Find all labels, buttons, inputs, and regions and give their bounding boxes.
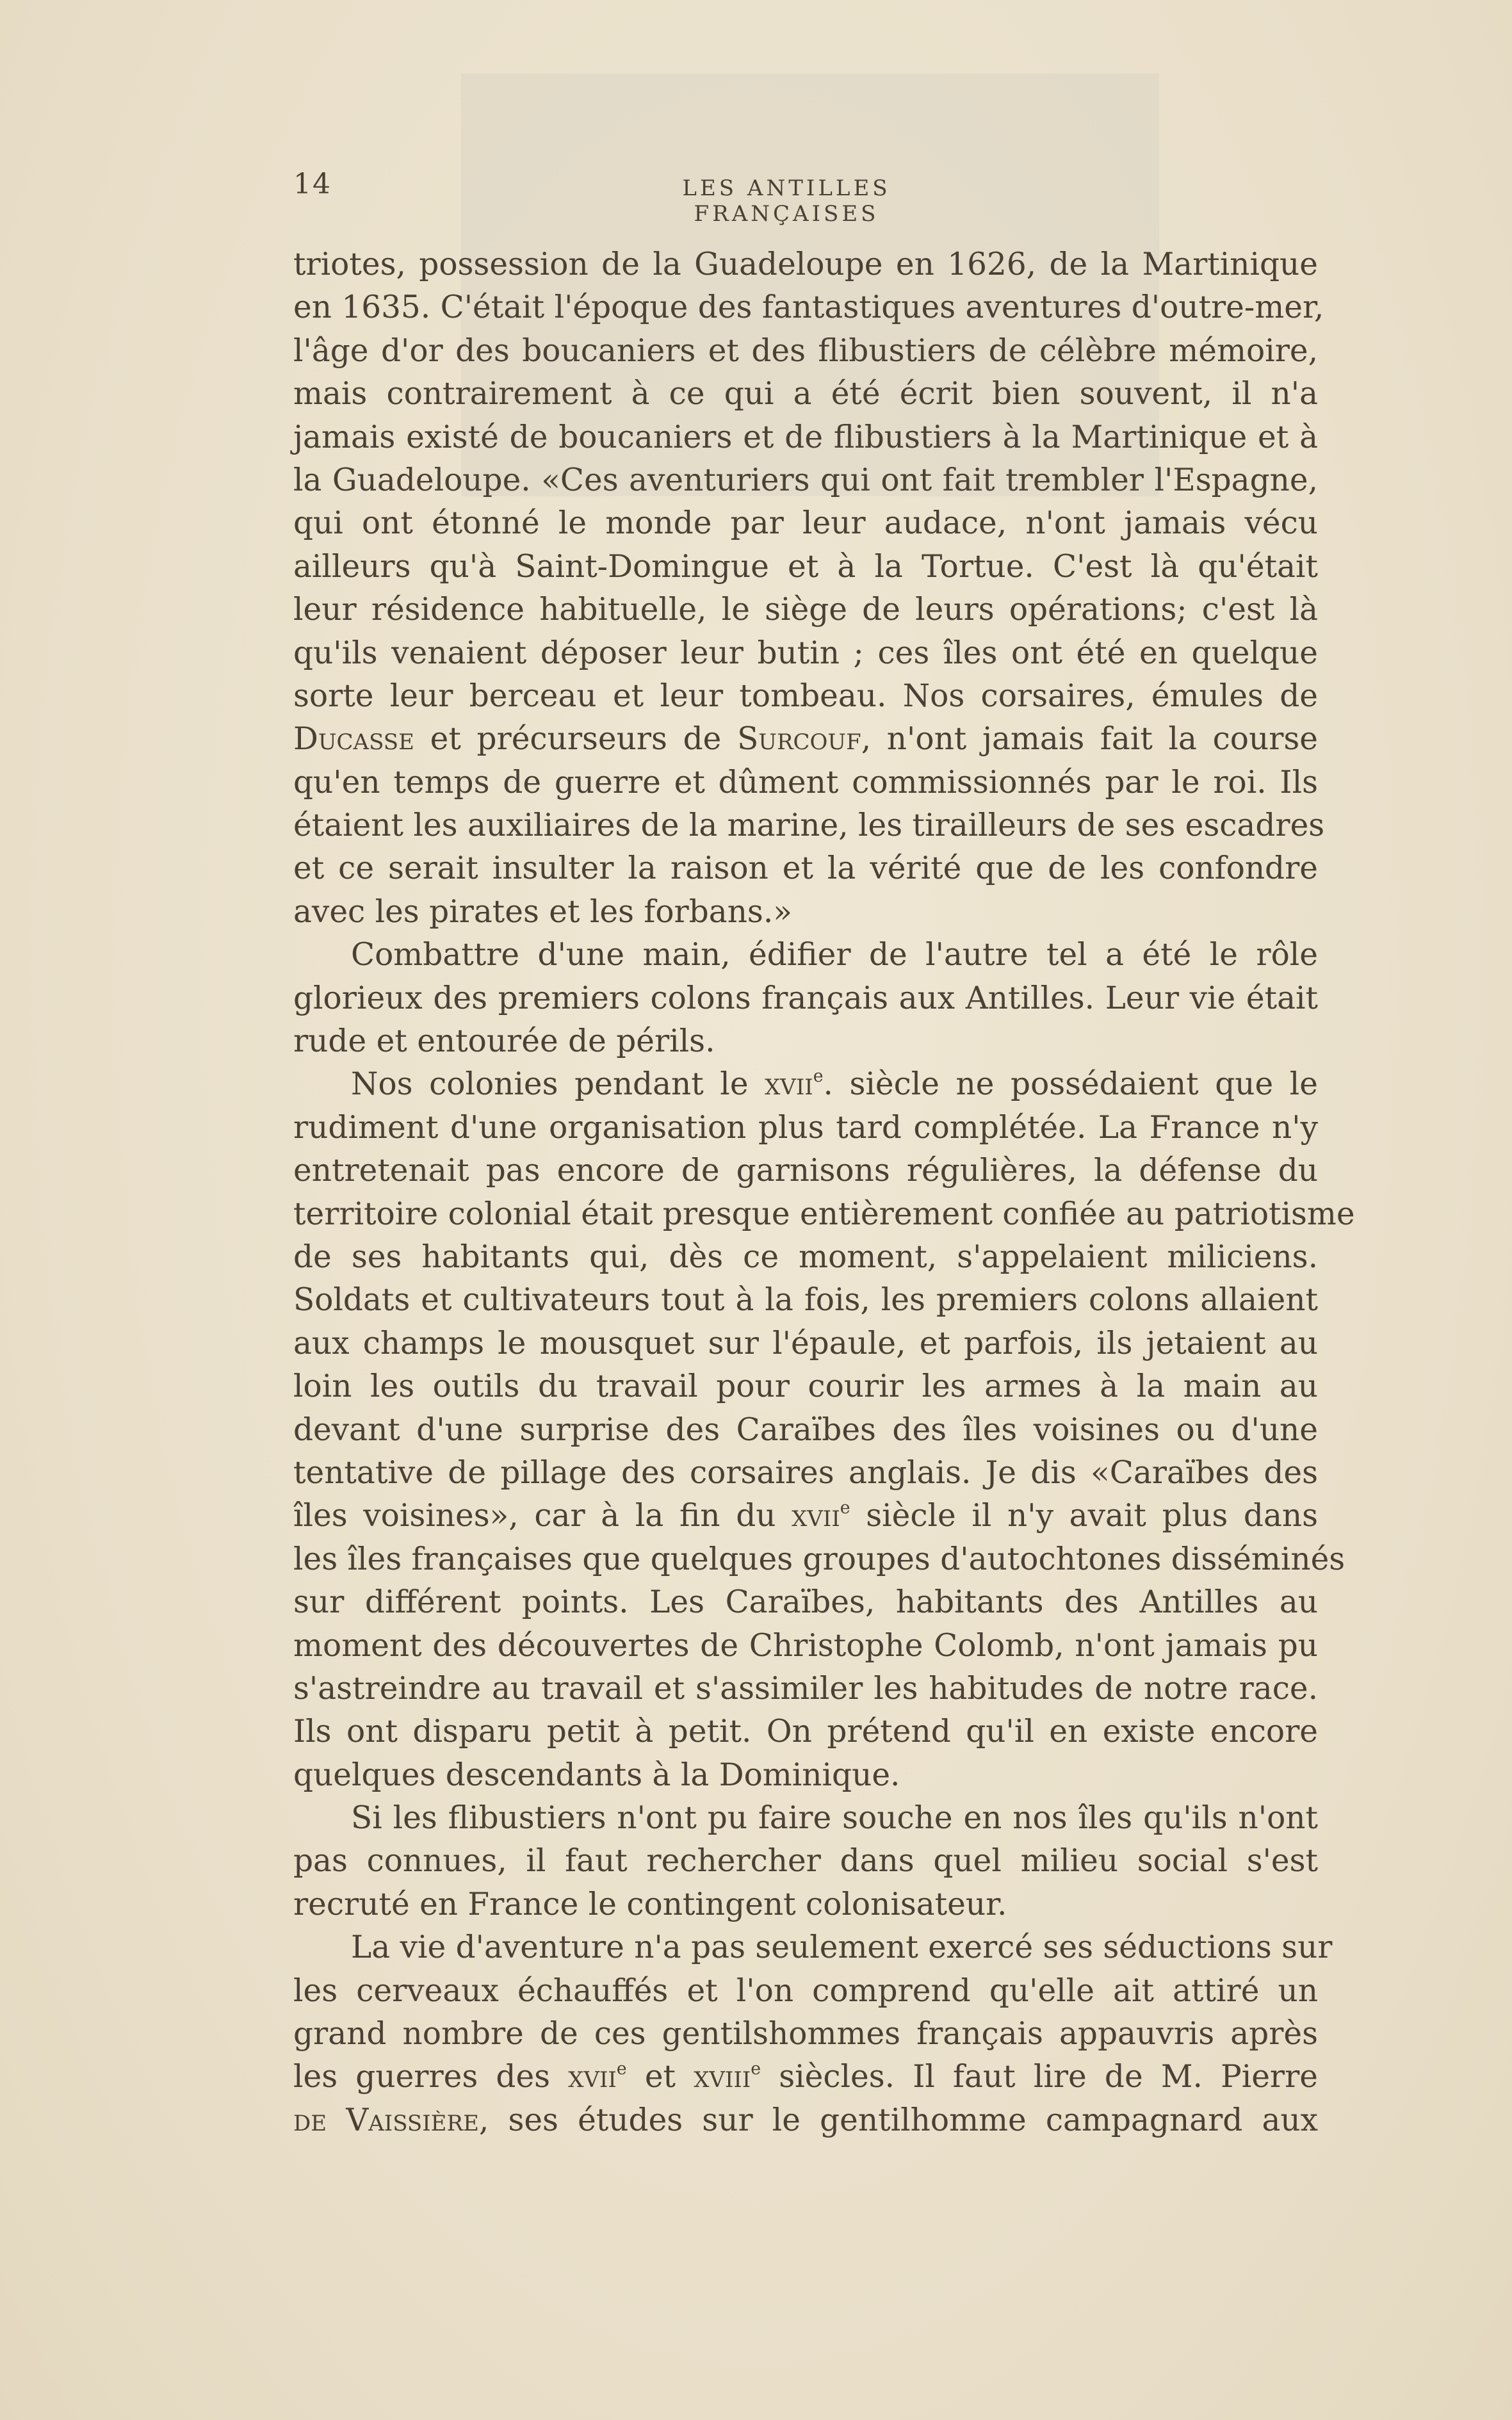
text-line: Combattre d'une main, édifier de l'autre tel a été le rôle <box>351 937 1318 973</box>
text-line: Si les flibustiers n'ont pu faire souche en nos îles qu'ils n'ont <box>351 1800 1318 1837</box>
text-fragment: , n'ont jamais fait la course <box>861 721 1318 758</box>
text-line: sur différent points. Les Caraïbes, habitants des Antilles au <box>293 1584 1318 1621</box>
text-fragment: , ses études sur le gentilhomme campagnard aux <box>478 2102 1319 2138</box>
text-line: avec les pirates et les forbans.» <box>293 893 792 930</box>
text-line: qu'en temps de guerre et dûment commissionnés par le roi. Ils <box>293 764 1318 800</box>
text-line: quelques descendants à la Dominique. <box>293 1757 900 1793</box>
text-line: La vie d'aventure n'a pas seulement exercé ses séductions sur <box>351 1929 1333 1966</box>
text-line: mais contrairement à ce qui a été écrit bien souvent, il n'a <box>293 376 1318 412</box>
author-name-vaissiere: de Vaissière <box>293 2102 479 2138</box>
text-line: en 1635. C'était l'époque des fantastiques aventures d'outre-mer, <box>293 289 1324 326</box>
author-name-ducasse: Ducasse <box>293 721 414 758</box>
text-line: grand nombre de ces gentilshommes français appauvris après <box>293 2016 1318 2052</box>
text-line: Soldats et cultivateurs tout à la fois, les premiers colons allaient <box>293 1282 1318 1319</box>
text-line: la Guadeloupe. «Ces aventuriers qui ont fait trembler l'Espagne, <box>293 462 1318 498</box>
author-name-surcouf: Surcouf <box>737 721 861 758</box>
body-text <box>293 243 1355 2142</box>
text-line: devant d'une surprise des Caraïbes des îles voisines ou d'une <box>293 1411 1318 1448</box>
superscript: e <box>840 1498 850 1518</box>
text-line: qu'ils venaient déposer leur butin ; ces îles ont été en quelque <box>293 635 1318 671</box>
text-line: l'âge d'or des boucaniers et des flibustiers de célèbre mémoire, <box>293 332 1318 369</box>
text-fragment: les guerres des <box>293 2059 569 2095</box>
text-fragment: siècle il n'y avait plus dans <box>850 1498 1319 1534</box>
century-numeral: xviii <box>694 2059 751 2095</box>
text-line <box>293 1495 1318 1538</box>
text-line: étaient les auxiliaires de la marine, les tirailleurs de ses escadres <box>293 808 1325 844</box>
text-line: glorieux des premiers colons français aux Antilles. Leur vie était <box>293 980 1318 1016</box>
text-line: les cerveaux échauffés et l'on comprend qu'elle ait attiré un <box>293 1972 1318 2009</box>
text-fragment: et <box>626 2059 694 2095</box>
text-line: jamais existé de boucaniers et de flibustiers à la Martinique et à <box>293 419 1318 455</box>
page-number: 14 <box>293 168 332 200</box>
text-line: de ses habitants qui, dès ce moment, s'appelaient miliciens. <box>293 1238 1318 1275</box>
text-line: pas connues, il faut rechercher dans quel milieu social s'est <box>293 1843 1318 1880</box>
text-line <box>293 1063 1318 1106</box>
text-fragment: siècles. Il faut lire de M. Pierre <box>761 2059 1319 2095</box>
text-line: tentative de pillage des corsaires anglais. Je dis «Caraïbes des <box>293 1454 1318 1491</box>
text-line: ailleurs qu'à Saint-Domingue et à la Tortue. C'est là qu'était <box>293 548 1318 585</box>
text-fragment: . siècle ne possédaient que le <box>823 1066 1318 1103</box>
text-line <box>293 2099 1318 2142</box>
text-line: sorte leur berceau et leur tombeau. Nos corsaires, émules de <box>293 678 1318 714</box>
text-line: qui ont étonné le monde par leur audace, n'ont jamais vécu <box>293 505 1318 542</box>
century-numeral: xvii <box>568 2059 617 2095</box>
superscript: e <box>616 2059 627 2079</box>
text-line: Ils ont disparu petit à petit. On prétend qu'il en existe encore <box>293 1714 1318 1750</box>
text-line <box>293 2056 1318 2099</box>
text-line: et ce serait insulter la raison et la vérité que de les confondre <box>293 850 1318 887</box>
superscript: e <box>813 1066 824 1087</box>
text-line <box>293 718 1318 761</box>
text-line: recruté en France le contingent colonisateur. <box>293 1886 1007 1922</box>
text-line: les îles françaises que quelques groupes d'autochtones disséminés <box>293 1541 1345 1577</box>
superscript: e <box>751 2059 761 2079</box>
century-numeral: xvii <box>765 1066 813 1103</box>
text-fragment: îles voisines», car à la fin du <box>293 1498 792 1534</box>
text-line: triotes, possession de la Guadeloupe en 1626, de la Martinique <box>293 247 1318 282</box>
text-line: rude et entourée de périls. <box>293 1023 715 1060</box>
text-line: aux champs le mousquet sur l'épaule, et parfois, ils jetaient au <box>293 1325 1318 1361</box>
text-line: entretenait pas encore de garnisons régulières, la défense du <box>293 1153 1318 1189</box>
text-line: rudiment d'une organisation plus tard complétée. La France n'y <box>293 1109 1318 1146</box>
text-line: moment des découvertes de Christophe Colomb, n'ont jamais pu <box>293 1627 1318 1664</box>
running-title: LES ANTILLES FRANÇAISES <box>682 175 891 227</box>
text-line: leur résidence habituelle, le siège de leurs opérations; c'est là <box>293 592 1318 628</box>
text-line: loin les outils du travail pour courir les armes à la main au <box>293 1368 1318 1405</box>
text-line: territoire colonial était presque entièrement confiée au patriotisme <box>293 1196 1355 1232</box>
page-header <box>293 168 1318 227</box>
text-line: s'astreindre au travail et s'assimiler les habitudes de notre race. <box>293 1670 1318 1707</box>
century-numeral: xvii <box>792 1498 840 1534</box>
text-fragment: Nos colonies pendant le <box>351 1066 765 1103</box>
text-fragment: et précurseurs de <box>414 721 738 758</box>
